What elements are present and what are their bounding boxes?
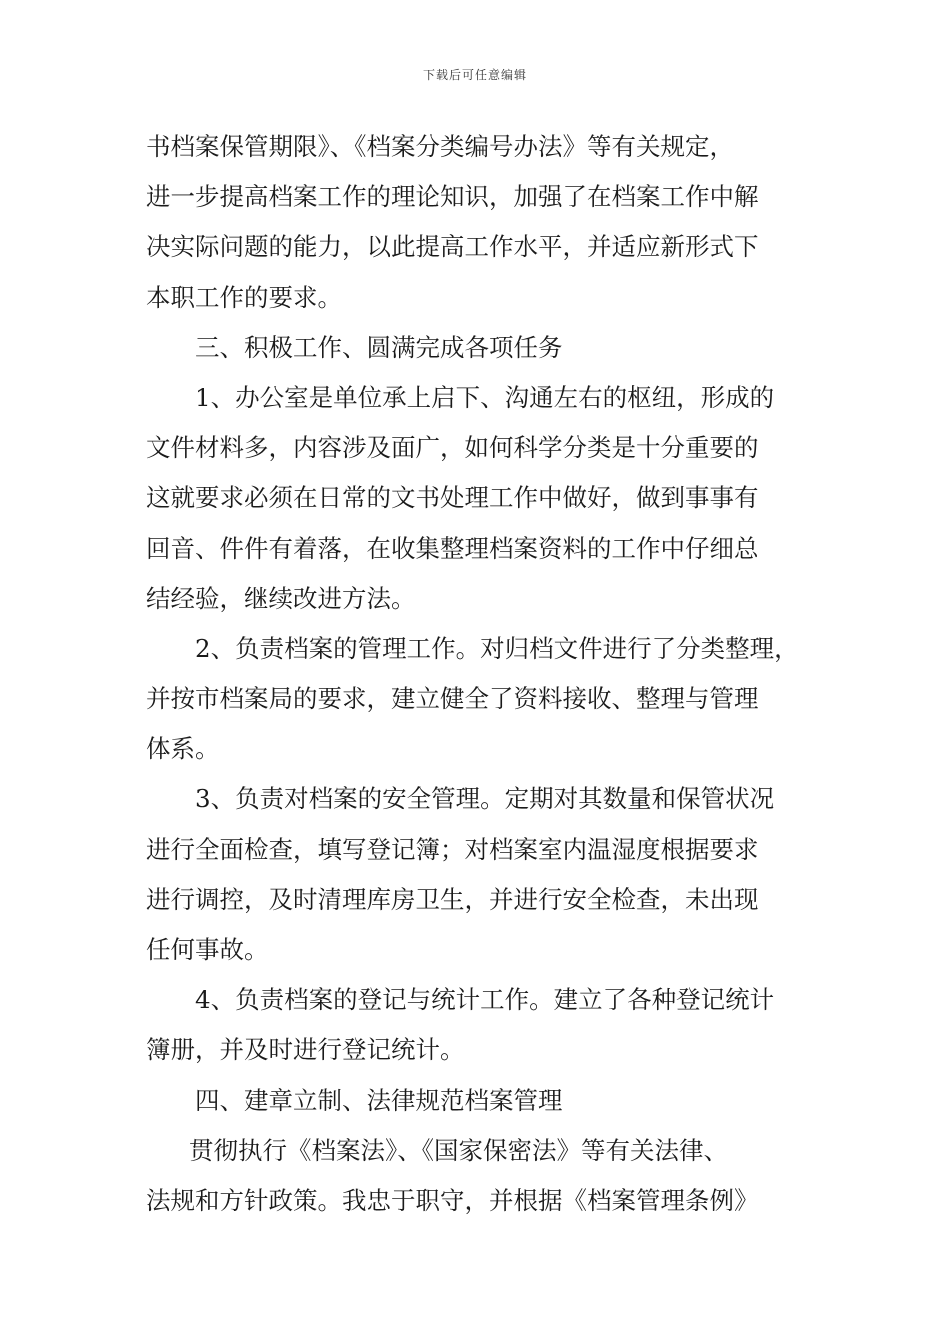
section-heading: 四、建章立制、法律规范档案管理	[195, 1085, 563, 1115]
text-line: 这就要求必须在日常的文书处理工作中做好，做到事事有	[146, 483, 759, 513]
section-heading: 三、积极工作、圆满完成各项任务	[195, 332, 563, 362]
text-line: 进行调控，及时清理库房卫生，并进行安全检查，未出现	[146, 884, 759, 914]
text-line: 3、负责对档案的安全管理。定期对其数量和保管状况	[195, 784, 775, 814]
text-line: 任何事故。	[146, 935, 269, 964]
text-line: 结经验，继续改进方法。	[146, 583, 416, 613]
text-line: 1、办公室是单位承上启下、沟通左右的枢纽，形成的	[195, 382, 775, 412]
text-line: 进一步提高档案工作的理论知识，加强了在档案工作中解	[146, 182, 759, 212]
header-note: 下载后可任意编辑	[422, 68, 527, 82]
text-line: 体系。	[146, 734, 220, 764]
text-line: 决实际问题的能力，以此提高工作水平，并适应新形式下	[146, 232, 759, 262]
text-line: 法规和方针政策。我忠于职守，并根据《档案管理条例》	[146, 1185, 759, 1215]
text-line: 进行全面检查，填写登记簿；对档案室内温湿度根据要求	[146, 834, 759, 864]
text-line: 本职工作的要求。	[146, 282, 342, 312]
text-line: 簿册，并及时进行登记统计。	[146, 1035, 465, 1065]
text-line: 文件材料多，内容涉及面广，如何科学分类是十分重要的	[146, 433, 759, 463]
text-line: 贯彻执行《档案法》、《国家保密法》等有关法律、	[189, 1135, 728, 1165]
text-line: 书档案保管期限》、《档案分类编号办法》等有关规定，	[146, 132, 734, 161]
text-line: 4、负责档案的登记与统计工作。建立了各种登记统计	[195, 985, 775, 1015]
document-body	[146, 122, 826, 1226]
text-line: 2、负责档案的管理工作。对归档文件进行了分类整理，	[195, 633, 799, 663]
text-line: 并按市档案局的要求，建立健全了资料接收、整理与管理	[146, 684, 759, 714]
text-line: 回音、件件有着落，在收集整理档案资料的工作中仔细总	[146, 533, 759, 563]
